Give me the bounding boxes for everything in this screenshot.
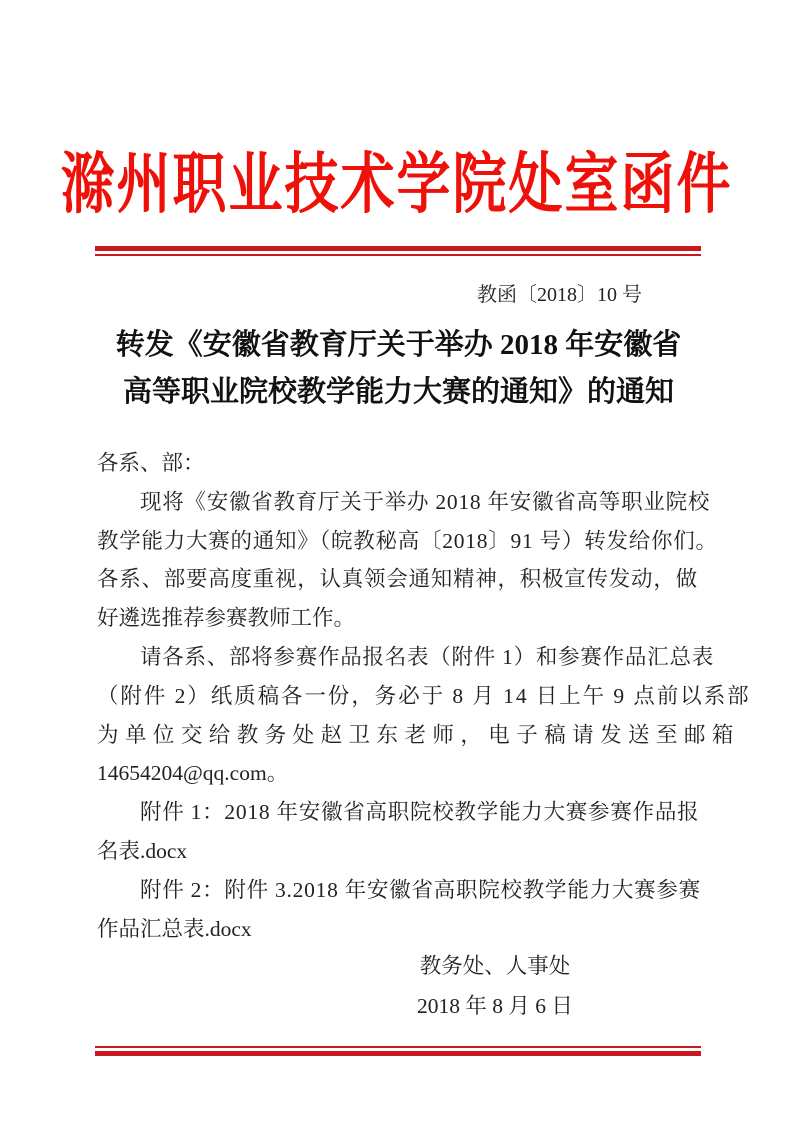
attachment-1-line: 附件 1：2018 年安徽省高职院校教学能力大赛参赛作品报 — [140, 800, 700, 825]
body-line: （附件 2）纸质稿各一份，务必于 8 月 14 日上午 9 点前以系部 — [97, 683, 751, 708]
document-title-line1: 转发《安徽省教育厅关于举办 2018 年安徽省 — [115, 329, 682, 361]
body-line: 各系、部要高度重视，认真领会通知精神，积极宣传发动，做 — [97, 567, 698, 592]
body-line: 好遴选推荐参赛教师工作。 — [97, 606, 356, 631]
body-line: 教学能力大赛的通知》（皖教秘高〔2018〕91 号）转发给你们。 — [97, 528, 718, 553]
body-salutation: 各系、部： — [97, 451, 205, 475]
body-line: 为单位交给教务处赵卫东老师，电子稿请发送至邮箱 — [97, 722, 740, 747]
signature-block — [350, 946, 700, 1026]
attachment-1-line-cont: 名表.docx — [97, 838, 188, 863]
body-line: 现将《安徽省教育厅关于举办 2018 年安徽省高等职业院校 — [140, 489, 711, 514]
signature-department: 教务处、人事处 — [419, 954, 571, 978]
document-number: 教函〔2018〕10 号 — [477, 284, 642, 306]
footer-divider-rule — [95, 1046, 701, 1056]
document-title-line2: 高等职业院校教学能力大赛的通知》的通知 — [122, 376, 674, 408]
document-body — [97, 444, 751, 948]
document-title — [60, 322, 737, 416]
attachment-2-line: 附件 2：附件 3.2018 年安徽省高职院校教学能力大赛参赛 — [140, 877, 701, 902]
header-divider-rule — [95, 246, 701, 256]
signature-date: 2018 年 8 月 6 日 — [417, 994, 573, 1018]
letterhead-title: 滁州职业技术学院处室函件 — [60, 147, 733, 222]
attachment-2-line-cont: 作品汇总表.docx — [97, 916, 252, 941]
body-line: 请各系、部将参赛作品报名表（附件 1）和参赛作品汇总表 — [140, 644, 714, 669]
body-email-line: 14654204@qq.com。 — [97, 761, 289, 786]
